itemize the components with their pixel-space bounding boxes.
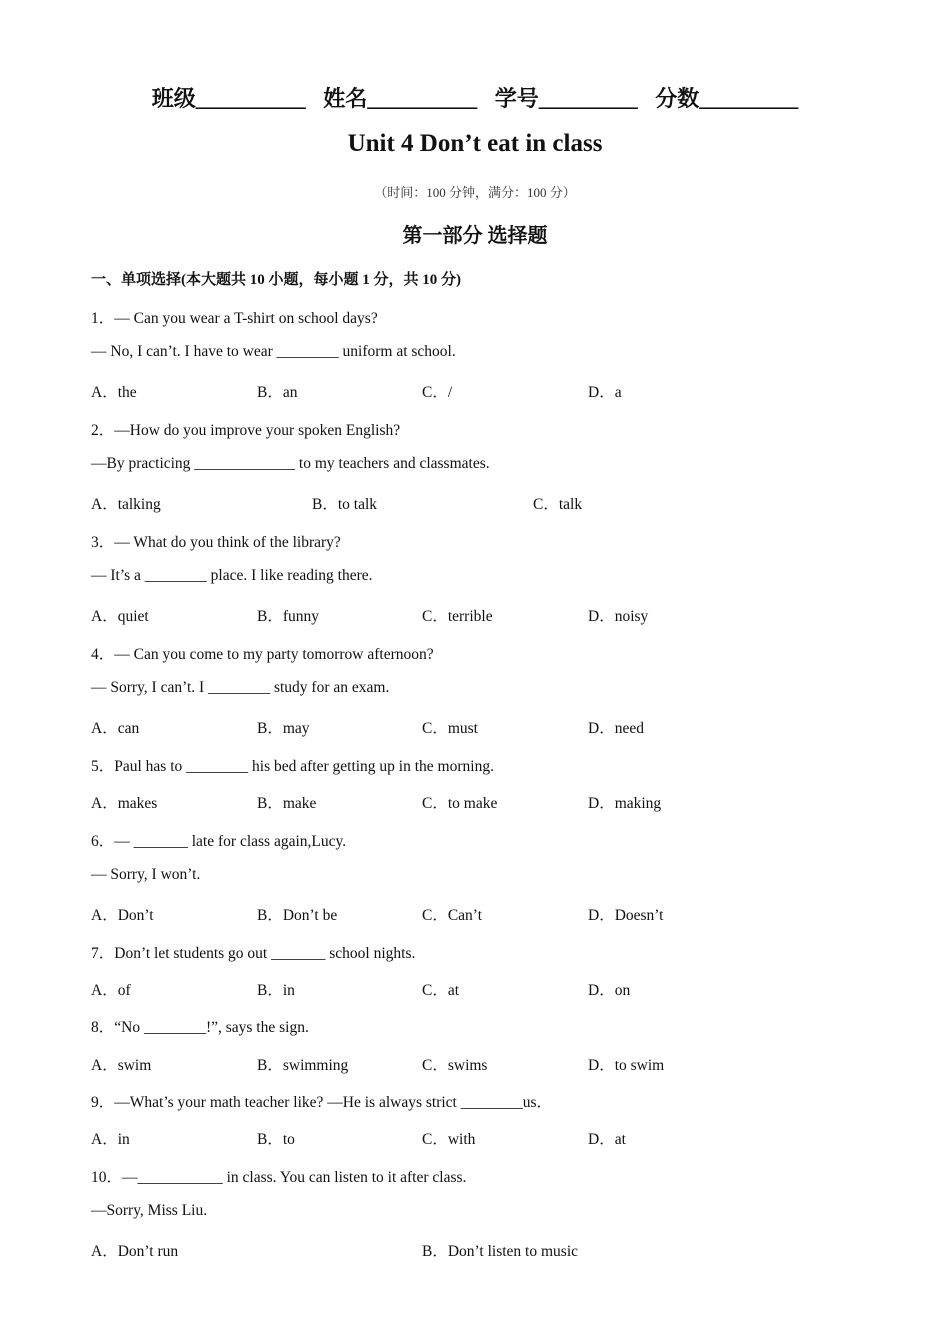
question-line: —By practicing _____________ to my teachers and classmates. xyxy=(91,455,490,472)
page-title: Unit 4 Don’t eat in class xyxy=(347,130,603,157)
option-a[interactable]: A．in xyxy=(91,1131,130,1148)
option-d[interactable]: D．noisy xyxy=(588,608,649,625)
question-line: — No, I can’t. I have to wear ________ uniform at school. xyxy=(91,343,456,360)
option-d[interactable]: D．on xyxy=(588,982,631,999)
question-line: — Sorry, I can’t. I ________ study for an exam. xyxy=(91,679,390,696)
option-b[interactable]: B．in xyxy=(257,982,295,999)
option-c[interactable]: C．Can’t xyxy=(422,907,482,924)
option-d[interactable]: D．Doesn’t xyxy=(588,907,664,924)
option-b[interactable]: B．Don’t be xyxy=(257,907,338,924)
class-field[interactable]: 班级__________ xyxy=(151,86,306,111)
option-c[interactable]: C．terrible xyxy=(422,608,493,625)
exam-meta: （时间：100 分钟，满分：100 分） xyxy=(374,185,576,200)
question-line: 3．— What do you think of the library? xyxy=(91,534,341,551)
option-d[interactable]: D．need xyxy=(588,720,644,737)
option-c[interactable]: C．at xyxy=(422,982,460,999)
option-a[interactable]: A．can xyxy=(91,720,140,737)
option-c[interactable]: C．to make xyxy=(422,795,498,812)
question-line: 7．Don’t let students go out _______ school nights. xyxy=(91,945,416,962)
question-line: 6．— _______ late for class again,Lucy. xyxy=(91,833,347,850)
student-id-field[interactable]: 学号_________ xyxy=(494,86,638,111)
option-d[interactable]: D．making xyxy=(588,795,662,812)
name-field[interactable]: 姓名__________ xyxy=(323,86,478,111)
option-d[interactable]: D．to swim xyxy=(588,1057,665,1074)
option-b[interactable]: B．to xyxy=(257,1131,295,1148)
option-a[interactable]: A．the xyxy=(91,384,137,401)
question-line: 5．Paul has to ________ his bed after getting up in the morning. xyxy=(91,758,494,775)
option-c[interactable]: C．talk xyxy=(533,496,583,513)
option-b[interactable]: B．to talk xyxy=(312,496,378,513)
question-line: 9．—What’s your math teacher like? —He is always strict ________us． xyxy=(91,1094,553,1111)
option-a[interactable]: A．swim xyxy=(91,1057,152,1074)
question-line: 10．—___________ in class. You can listen to it after class. xyxy=(91,1169,467,1186)
option-a[interactable]: A．talking xyxy=(91,496,161,513)
option-b[interactable]: B．swimming xyxy=(257,1057,349,1074)
option-a[interactable]: A．of xyxy=(91,982,131,999)
option-b[interactable]: B．an xyxy=(257,384,298,401)
option-d[interactable]: D．at xyxy=(588,1131,626,1148)
student-info-header xyxy=(0,82,950,113)
section-title: 一、单项选择(本大题共 10 小题，每小题 1 分，共 10 分) xyxy=(91,272,461,288)
question-line: 8．“No ________!”, says the sign. xyxy=(91,1019,309,1036)
question-line: 2．—How do you improve your spoken English? xyxy=(91,422,401,439)
option-b[interactable]: B．funny xyxy=(257,608,320,625)
part-title: 第一部分 选择题 xyxy=(402,225,548,247)
option-c[interactable]: C．/ xyxy=(422,384,453,401)
option-a[interactable]: A．quiet xyxy=(91,608,149,625)
option-d[interactable]: D．a xyxy=(588,384,622,401)
option-a[interactable]: A．makes xyxy=(91,795,158,812)
question-line: 1．— Can you wear a T-shirt on school days? xyxy=(91,310,378,327)
question-line: — It’s a ________ place. I like reading there. xyxy=(91,567,373,584)
question-line: —Sorry, Miss Liu. xyxy=(91,1202,208,1219)
option-a[interactable]: A．Don’t xyxy=(91,907,154,924)
question-line: 4．— Can you come to my party tomorrow afternoon? xyxy=(91,646,434,663)
option-b[interactable]: B．make xyxy=(257,795,317,812)
option-c[interactable]: C．swims xyxy=(422,1057,488,1074)
score-field[interactable]: 分数_________ xyxy=(655,86,799,111)
option-c[interactable]: C．with xyxy=(422,1131,476,1148)
option-b[interactable]: B．Don’t listen to music xyxy=(422,1243,579,1260)
option-c[interactable]: C．must xyxy=(422,720,478,737)
question-line: — Sorry, I won’t. xyxy=(91,866,201,883)
option-a[interactable]: A．Don’t run xyxy=(91,1243,179,1260)
option-b[interactable]: B．may xyxy=(257,720,310,737)
